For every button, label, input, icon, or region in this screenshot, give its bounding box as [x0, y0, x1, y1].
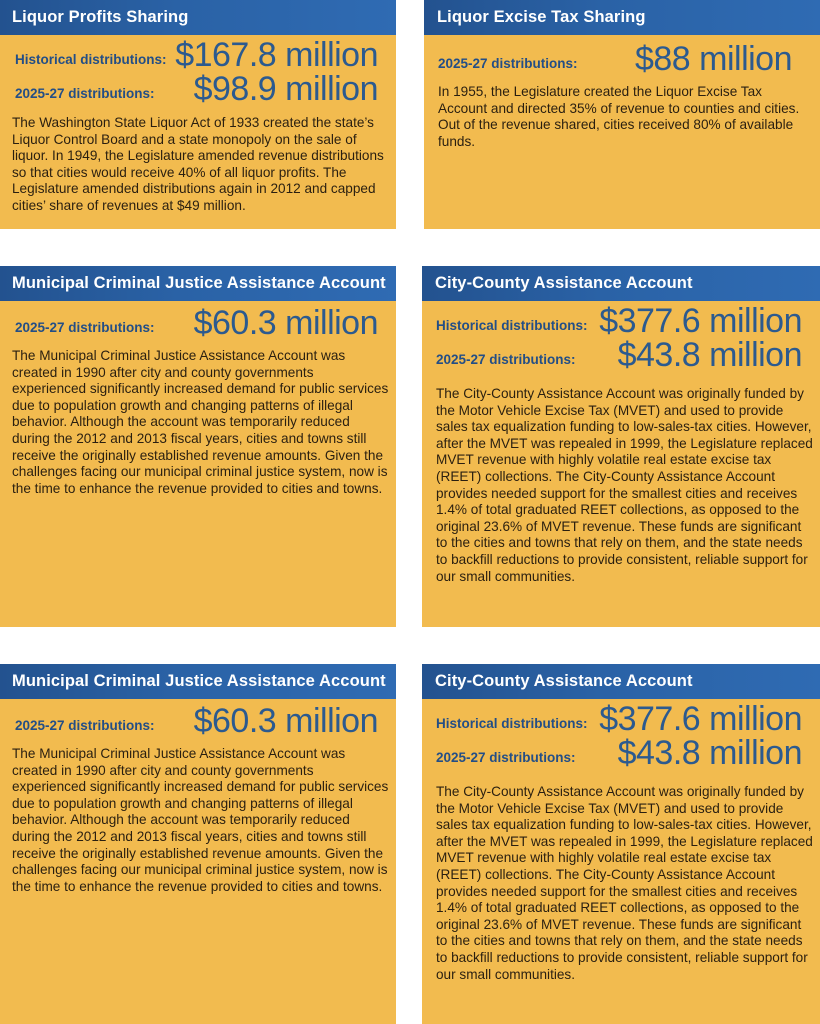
stat-label: 2025-27 distributions:	[15, 86, 155, 101]
panel-municipal-criminal-justice	[0, 266, 396, 627]
panel-title: City-County Assistance Account	[422, 664, 820, 699]
stat-value: $43.8 million	[617, 734, 802, 772]
panel-title: Liquor Excise Tax Sharing	[424, 0, 820, 35]
stat-historical	[422, 702, 802, 736]
stats-block	[0, 699, 396, 738]
panel-title: City-County Assistance Account	[422, 266, 820, 301]
panel-city-county-assistance	[422, 266, 820, 627]
stat-historical	[422, 304, 802, 338]
panel-municipal-criminal-justice	[0, 664, 396, 1024]
stat-label: 2025-27 distributions:	[436, 750, 576, 765]
stat-2025-27	[422, 338, 802, 372]
panel-liquor-profits-sharing	[0, 0, 396, 229]
panel-title: Liquor Profits Sharing	[0, 0, 396, 35]
stat-label: Historical distributions:	[436, 318, 588, 333]
panel-description: The Washington State Liquor Act of 1933 created the state’s Liquor Control Board and a state monopoly on the sale of liquor. In 1949, the Legislature amended revenue distributions so that cities would receive 40% of all liquor profits. The Legislature amended distributions again in 2012 and capped cities’ share of revenues at $49 million.	[12, 115, 384, 213]
stat-value: $167.8 million	[175, 36, 378, 74]
stat-2025-27	[424, 38, 792, 76]
stats-block	[424, 35, 820, 76]
stat-label: 2025-27 distributions:	[15, 320, 155, 335]
panel-description: In 1955, the Legislature created the Liquor Excise Tax Account and directed 35% of revenue to counties and cities. Out of the revenue shared, cities received 80% of available funds.	[438, 84, 800, 149]
stats-block	[0, 35, 396, 106]
stat-label: Historical distributions:	[436, 716, 588, 731]
stat-2025-27	[0, 700, 378, 738]
stat-label: Historical distributions:	[15, 52, 167, 67]
panel-description: The Municipal Criminal Justice Assistance Account was created in 1990 after city and county governments experienced significantly increased demand for public services due to population growth and changing patterns of illegal behavior. Although the account was temporarily reduced during the 2012 and 2013 fiscal years, cities and towns still receive the originally established revenue amounts. Given the challenges facing our municipal criminal justice system, now is the time to enhance the revenue provided to cities and towns.	[12, 746, 389, 894]
stat-value: $98.9 million	[193, 70, 378, 108]
stats-block	[422, 699, 820, 770]
stats-block	[422, 301, 820, 372]
stats-block	[0, 301, 396, 340]
stat-value: $377.6 million	[599, 302, 802, 340]
panel-description: The City-County Assistance Account was originally funded by the Motor Vehicle Excise Tax (MVET) and used to provide sales tax equalization funding to low-sales-tax cities. However, after the MVET was repealed in 1999, the Legislature replaced MVET revenue with highly volatile real estate excise tax (REET) collections. The City-County Assistance Account provides needed support for the smallest cities and receives 1.4% of total graduated REET collections, as opposed to the original 23.6% of MVET revenue. These funds are significant to the cities and towns that rely on them, and the state needs to backfill reductions to provide consistent, reliable support for our small communities.	[436, 784, 813, 982]
stat-historical	[0, 38, 378, 72]
stat-value: $60.3 million	[193, 304, 378, 342]
stat-2025-27	[0, 302, 378, 340]
panel-city-county-assistance	[422, 664, 820, 1024]
panel-title: Municipal Criminal Justice Assistance Account	[0, 664, 396, 699]
panel-liquor-excise-tax-sharing	[424, 0, 820, 229]
stat-label: 2025-27 distributions:	[436, 352, 576, 367]
panel-title: Municipal Criminal Justice Assistance Account	[0, 266, 396, 301]
panel-description: The Municipal Criminal Justice Assistance Account was created in 1990 after city and county governments experienced significantly increased demand for public services due to population growth and changing patterns of illegal behavior. Although the account was temporarily reduced during the 2012 and 2013 fiscal years, cities and towns still receive the originally established revenue amounts. Given the challenges facing our municipal criminal justice system, now is the time to enhance the revenue provided to cities and towns.	[12, 348, 389, 496]
stat-value: $377.6 million	[599, 700, 802, 738]
stat-label: 2025-27 distributions:	[438, 56, 578, 71]
stat-label: 2025-27 distributions:	[15, 718, 155, 733]
stat-value: $43.8 million	[617, 336, 802, 374]
panel-description: The City-County Assistance Account was originally funded by the Motor Vehicle Excise Tax (MVET) and used to provide sales tax equalization funding to low-sales-tax cities. However, after the MVET was repealed in 1999, the Legislature replaced MVET revenue with highly volatile real estate excise tax (REET) collections. The City-County Assistance Account provides needed support for the smallest cities and receives 1.4% of total graduated REET collections, as opposed to the original 23.6% of MVET revenue. These funds are significant to the cities and towns that rely on them, and the state needs to backfill reductions to provide consistent, reliable support for our small communities.	[436, 386, 813, 584]
stat-value: $60.3 million	[193, 702, 378, 740]
stat-value: $88 million	[634, 40, 792, 78]
stat-2025-27	[422, 736, 802, 770]
stat-2025-27	[0, 72, 378, 106]
